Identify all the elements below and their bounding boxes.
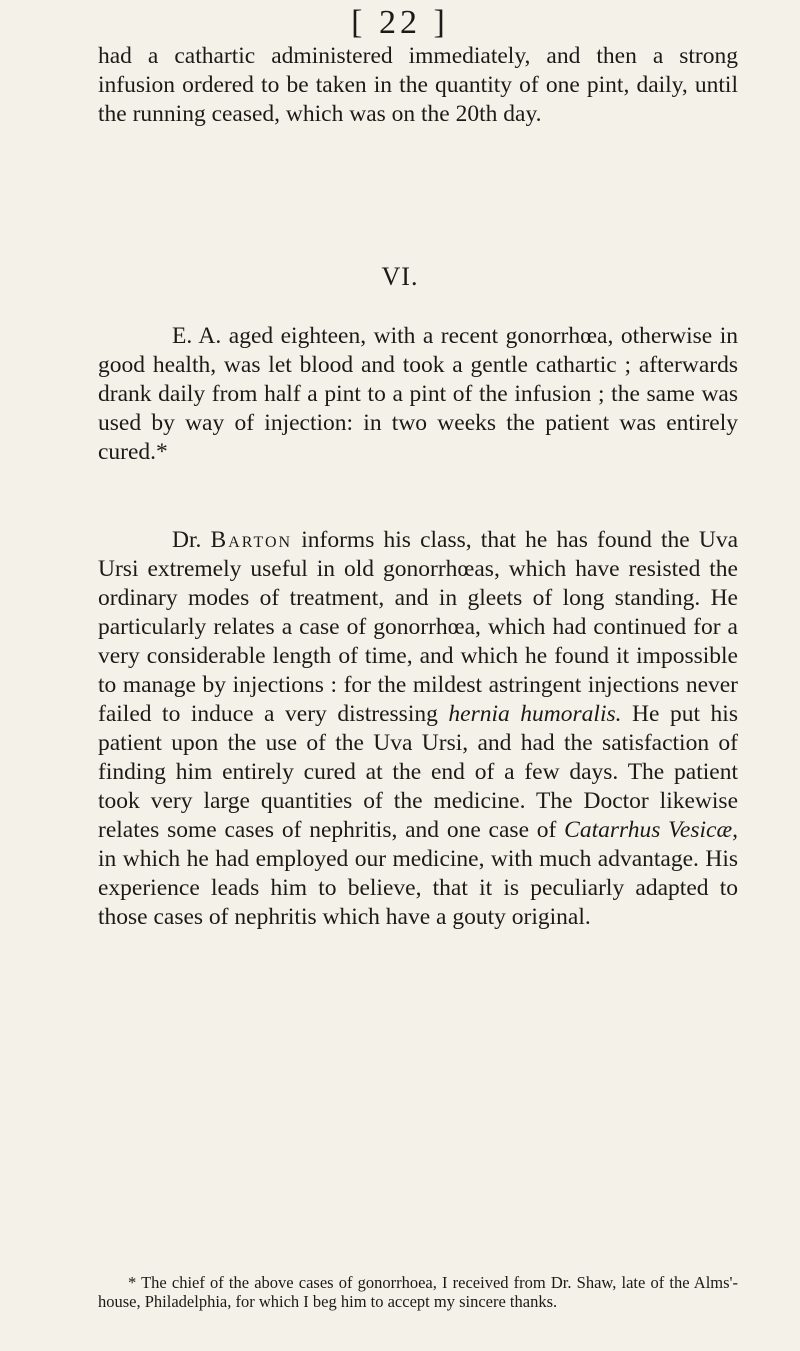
barton-name: Barton — [210, 527, 293, 553]
case-vi-paragraph: E. A. aged eighteen, with a recent gonorrhœa, otherwise in good health, was let blood and took a gentle cathartic ; afterwards drank daily from half a pint to a pint of the infusion ; the same was used by way of injection: in two weeks the patient was entirely cured.* — [98, 323, 738, 465]
term-hernia-humoralis: hernia humoralis. — [448, 701, 622, 727]
intro-paragraph: had a cathartic administered immediately, and then a strong infusion ordered to be taken in the quantity of one pint, daily, until the running ceased, which was on the 20th day. — [98, 43, 738, 127]
barton-text-1: informs his class, that he has found the Uva Ursi extremely useful in old gonorrhœas, which have resisted the ordinary modes of treatment, and in gleets of long standing. He particularly relates a case of gonorrhœa, which had continued for a very considerable length of time, and which he found it impossible to manage by injections : for the mildest astringent injections never failed to induce a very distressing — [98, 527, 738, 727]
footnote: * The chief of the above cases of gonorrhoea, I received from Dr. Shaw, late of the Alms'-house, Philadelphia, for which I beg him to accept my sincere thanks. — [98, 1273, 738, 1311]
barton-text-2: He put his patient upon the use of the Uva Ursi, and had the satisfaction of finding him entirely cured at the end of a few days. The patient took very large quantities of the medicine. The Doctor likewise relates some cases of nephritis, and one case of — [98, 701, 738, 843]
barton-paragraph — [98, 526, 738, 932]
page-number: [ 22 ] — [351, 4, 449, 41]
term-catarrhus-vesicae: Catarrhus Vesicæ, — [564, 817, 738, 843]
section-heading: VI. — [381, 262, 419, 291]
barton-text-3: in which he had employed our medicine, with much advantage. His experience leads him to believe, that it is peculiarly adapted to those cases of nephritis which have a gouty original. — [98, 846, 738, 930]
barton-title: Dr. — [172, 527, 202, 553]
